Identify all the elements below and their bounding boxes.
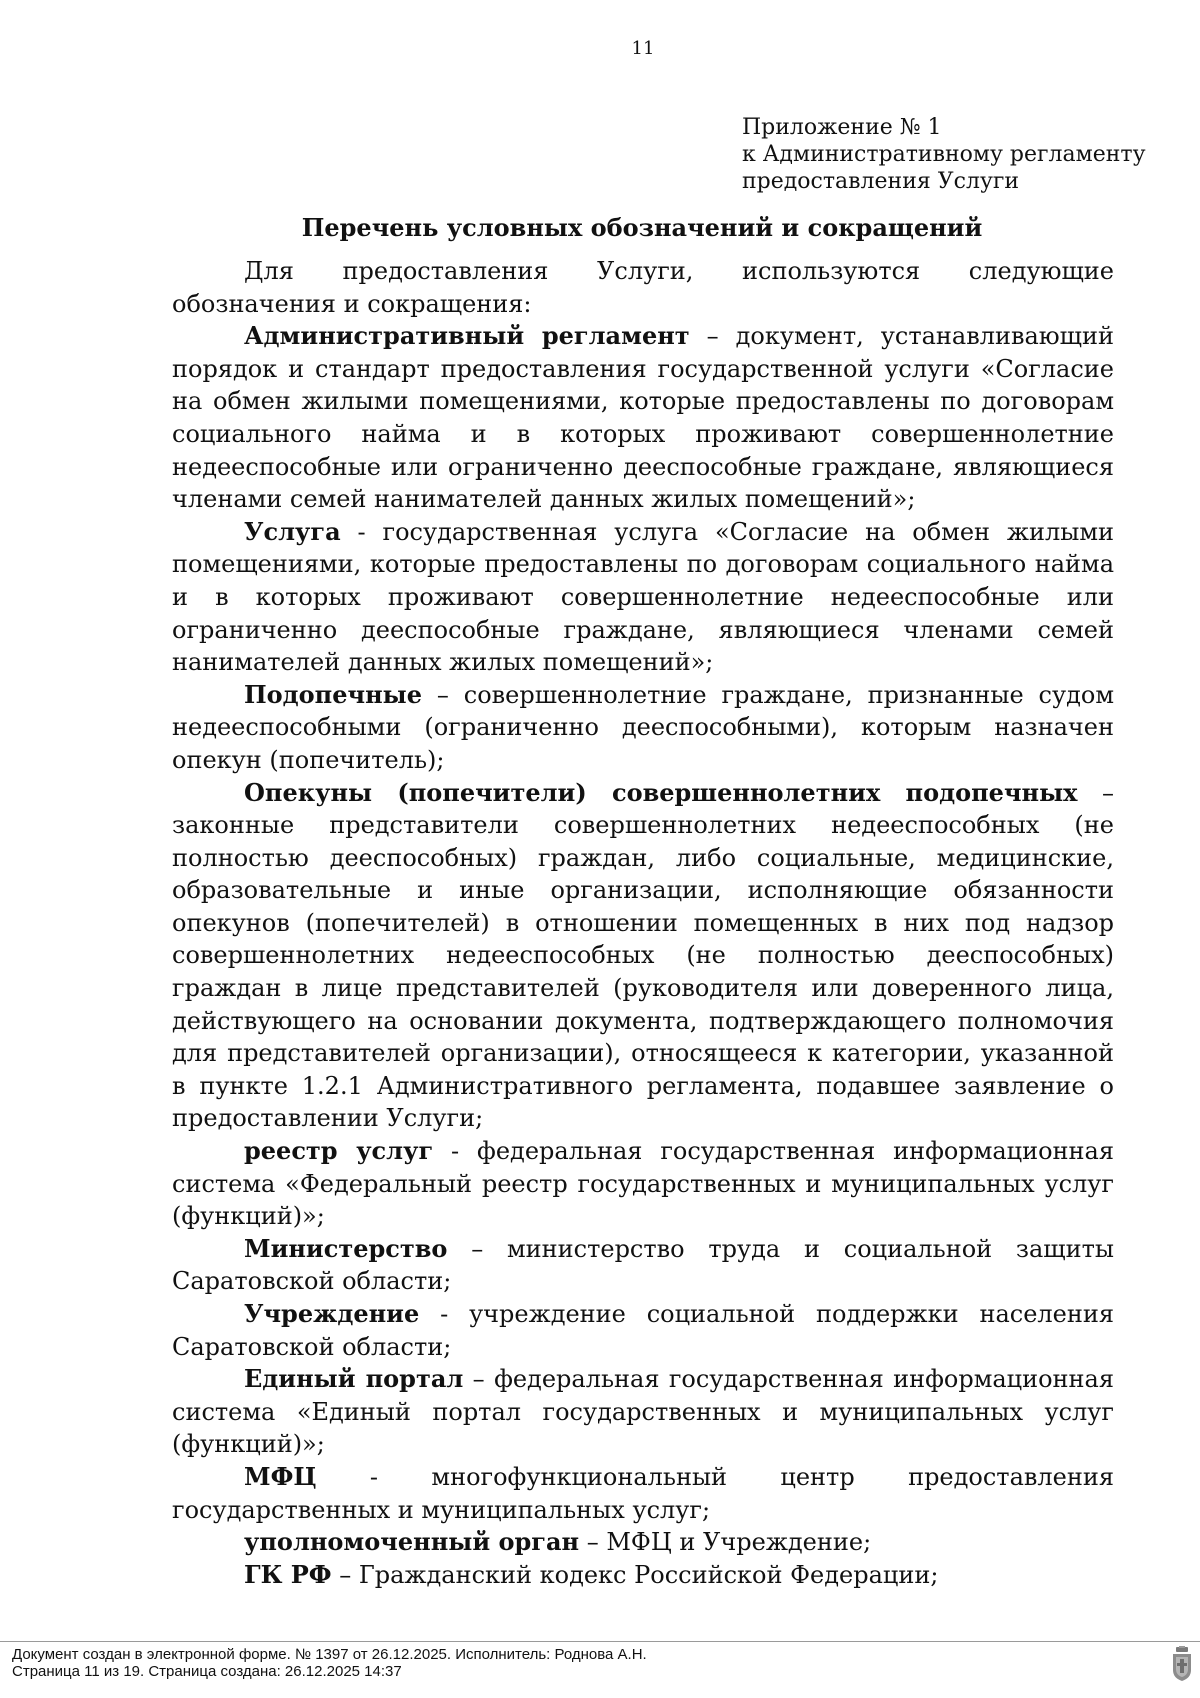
coat-of-arms-icon: [1170, 1646, 1194, 1682]
footer-divider: [0, 1641, 1200, 1642]
definition-item: [172, 1135, 1114, 1233]
definition-separator: -: [433, 1137, 478, 1166]
definition-text: документ, устанавливающий порядок и стандарт предоставления государственной услуги «Согласие на обмен жилыми помещениями, которые предоставлены по договорам социального найма и в которых проживают совершеннолетние недееспособные или ограниченно дееспособные граждане, являющиеся членами семей нанимателей данных жилых помещений»;: [172, 322, 1114, 514]
definition-text: Гражданский кодекс Российской Федерации;: [358, 1560, 939, 1589]
appendix-line-1: Приложение № 1: [742, 115, 942, 140]
intro-paragraph: Для предоставления Услуги, используются следующие обозначения и сокращения:: [172, 257, 1114, 318]
definition-separator: –: [447, 1234, 507, 1263]
definition-term: Услуга: [244, 516, 341, 546]
definition-term: Министерство: [244, 1233, 448, 1263]
definition-text: федеральная государственная информационная система «Федеральный реестр государственных и муниципальных услуг (функций)»;: [172, 1137, 1114, 1231]
definition-text: министерство труда и социальной защиты Саратовской области;: [172, 1234, 1114, 1296]
definition-term: Административный регламент: [244, 321, 690, 351]
definition-item: [172, 1298, 1114, 1363]
definition-text: МФЦ и Учреждение;: [606, 1528, 872, 1557]
definition-term: ГК РФ: [244, 1559, 332, 1589]
definition-item: [172, 516, 1114, 679]
definition-separator: –: [1077, 778, 1114, 807]
definition-term: Учреждение: [244, 1299, 420, 1328]
footer-line-1: Документ создан в электронной форме. № 1397 от 26.12.2025. Исполнитель: Роднова А.Н.: [12, 1646, 647, 1663]
definition-item: [172, 777, 1114, 1136]
definition-term: уполномоченный орган: [244, 1527, 580, 1557]
definition-separator: -: [316, 1462, 432, 1491]
document-footer: [12, 1646, 647, 1680]
definition-item: [172, 1526, 1114, 1559]
definition-text: государственная услуга «Согласие на обмен жилыми помещениями, которые предоставлены по договорам социального найма и в которых проживают совершеннолетние недееспособные или ограниченно дееспособные граждане, являющиеся членами семей нанимателей данных жилых помещений»;: [172, 517, 1114, 677]
definition-separator: –: [689, 322, 736, 351]
definition-item: [172, 1559, 1114, 1592]
document-title: Перечень условных обозначений и сокращений: [301, 213, 983, 242]
definition-text: совершеннолетние граждане, признанные судом недееспособными (ограниченно дееспособными), которым назначен опекун (попечитель);: [172, 680, 1114, 774]
appendix-line-3: предоставления Услуги: [742, 169, 1020, 194]
definition-text: законные представители совершеннолетних недееспособных (не полностью дееспособных) граждан, либо социальные, медицинские, образовательные и иные организации, исполняющие обязанности опекунов (попечителей) в отношении помещенных в них под надзор совершеннолетних недееспособных (не полностью дееспособных) граждан в лице представителей (руководителя или доверенного лица, действующего на основании документа, подтверждающего полномочия для представителей организации), относящееся к категории, указанной в пункте 1.2.1 Административного регламента, подавшее заявление о предоставлении Услуги;: [172, 811, 1114, 1133]
definition-term: реестр услуг: [244, 1136, 434, 1166]
appendix-header: [742, 114, 1162, 195]
definition-term: Опекуны (попечители) совершеннолетних подопечных: [244, 777, 1078, 807]
definition-separator: -: [340, 517, 383, 546]
definition-item: [172, 1461, 1114, 1526]
document-body: [172, 255, 1114, 1591]
appendix-line-2: к Административному регламенту: [742, 142, 1146, 167]
definition-separator: –: [463, 1365, 495, 1394]
definition-text: многофункциональный центр предоставления государственных и муниципальных услуг;: [172, 1462, 1114, 1524]
definition-term: МФЦ: [244, 1461, 317, 1491]
definition-item: [172, 1363, 1114, 1461]
definition-item: [172, 1233, 1114, 1298]
definition-item: [172, 320, 1114, 516]
definition-term: Единый портал: [244, 1364, 464, 1394]
definition-item: [172, 679, 1114, 777]
definition-separator: –: [421, 680, 464, 709]
definition-text: федеральная государственная информационная система «Единый портал государственных и муниципальных услуг (функций)»;: [172, 1365, 1114, 1459]
definition-separator: –: [579, 1528, 607, 1557]
definition-term: Подопечные: [244, 679, 422, 709]
page-number: 11: [631, 38, 655, 59]
definition-text: учреждение социальной поддержки населения Саратовской области;: [172, 1300, 1114, 1361]
definition-separator: –: [331, 1560, 359, 1589]
definition-separator: -: [419, 1300, 470, 1328]
footer-line-2: Страница 11 из 19. Страница создана: 26.12.2025 14:37: [12, 1663, 402, 1680]
